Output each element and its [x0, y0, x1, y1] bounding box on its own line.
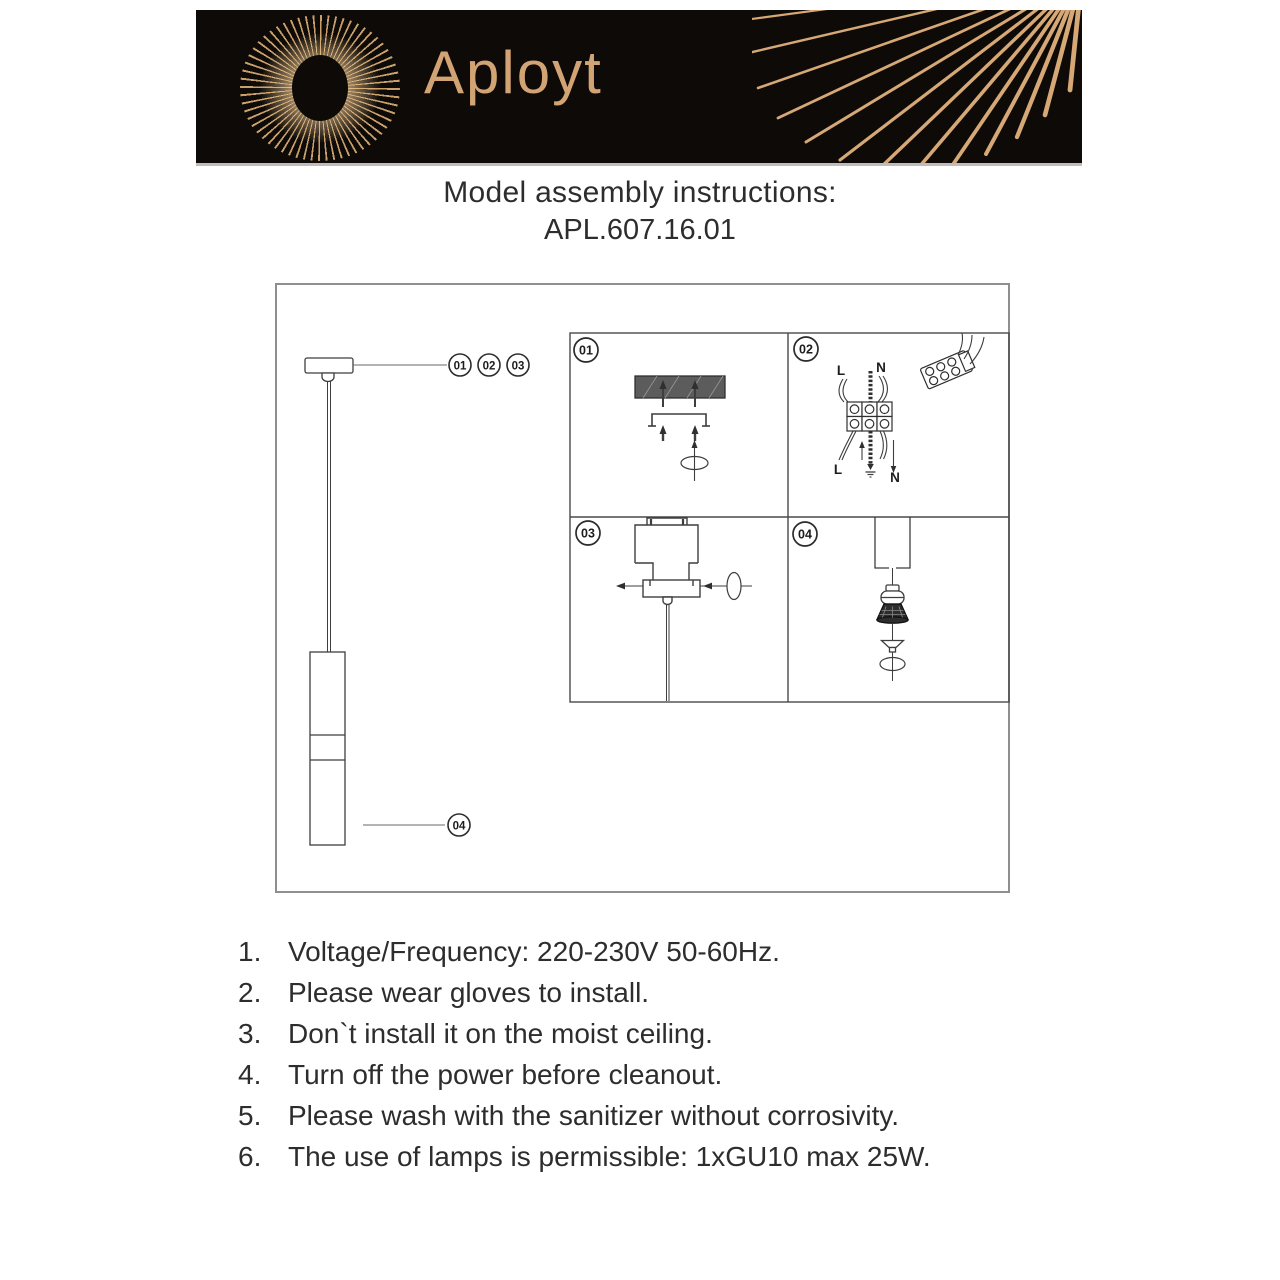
callout-leader-lines — [353, 365, 447, 825]
step-panel-03 — [616, 518, 752, 701]
instruction-text: The use of lamps is permissible: 1xGU10 max 25W. — [288, 1141, 931, 1172]
instruction-number: 2. — [238, 977, 262, 1008]
panel-label: 03 — [581, 526, 595, 541]
instruction-number: 5. — [238, 1100, 262, 1131]
page-title: Model assembly instructions: — [443, 176, 837, 209]
callout-badge-bottom — [448, 814, 470, 836]
panel-label: 04 — [798, 527, 812, 542]
sunburst-logo-icon — [240, 15, 400, 161]
step-panel-04 — [875, 517, 910, 681]
wire-label-n-bottom: N — [890, 470, 900, 485]
instruction-item — [238, 972, 1058, 1013]
corner-rays-icon — [752, 10, 1082, 163]
instruction-text: Turn off the power before cleanout. — [288, 1059, 723, 1090]
model-number: APL.607.16.01 — [544, 214, 736, 246]
instruction-number: 1. — [238, 936, 262, 967]
callout-badges-top — [449, 354, 529, 376]
callout-badge: 04 — [452, 820, 466, 833]
assembly-diagram — [275, 283, 1010, 893]
wire-label-l-bottom: L — [833, 462, 843, 477]
instruction-list — [238, 931, 1058, 1177]
panel-label: 01 — [579, 343, 593, 358]
instruction-item — [238, 1136, 1058, 1177]
panel-number-badges — [574, 337, 818, 546]
instruction-text: Please wash with the sanitizer without corrosivity. — [288, 1100, 900, 1131]
title-block — [0, 176, 1280, 247]
instruction-item — [238, 1054, 1058, 1095]
instruction-text: Don`t install it on the moist ceiling. — [288, 1018, 713, 1049]
instruction-text: Please wear gloves to install. — [288, 977, 650, 1008]
instruction-number: 6. — [238, 1141, 262, 1172]
panel-label: 02 — [799, 342, 813, 357]
instruction-item — [238, 931, 1058, 972]
instruction-number: 3. — [238, 1018, 262, 1049]
brand-banner — [196, 10, 1082, 166]
instruction-number: 4. — [238, 1059, 262, 1090]
instruction-item — [238, 1095, 1058, 1136]
callout-badge: 02 — [482, 360, 496, 373]
step-panel-02 — [834, 333, 984, 485]
wire-label-l-top: L — [836, 363, 846, 378]
brand-logotype: Aployt — [424, 39, 603, 106]
lamp-overview-drawing — [305, 358, 353, 845]
wire-label-n-top: N — [876, 360, 886, 375]
assembly-diagram-svg — [275, 283, 1010, 893]
sunburst-center — [292, 55, 348, 121]
instruction-item — [238, 1013, 1058, 1054]
instruction-text: Voltage/Frequency: 220-230V 50-60Hz. — [288, 936, 780, 967]
step-panel-01 — [635, 376, 725, 481]
callout-badge: 03 — [511, 360, 525, 373]
callout-badge: 01 — [453, 360, 467, 373]
